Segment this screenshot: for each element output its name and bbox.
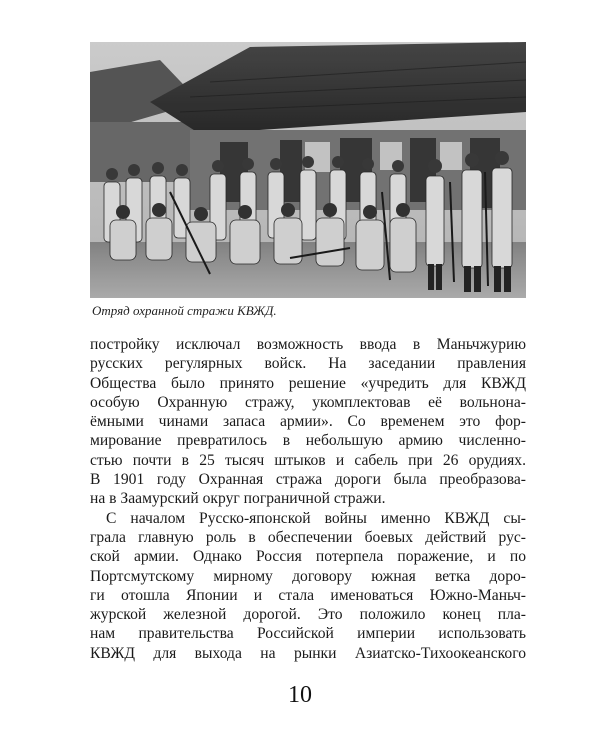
page-number: 10 <box>288 682 312 708</box>
text-line: ской армии. Однако Россия потерпела поражение, и по <box>90 548 526 566</box>
text-line: на в Заамурский округ пограничной стражи. <box>90 490 386 508</box>
text-line: ги отошла Японии и стала именоваться Южно-Маньч- <box>90 586 526 604</box>
text-line: нам правительства Российской империи использовать <box>90 625 526 643</box>
paragraph-1 <box>90 335 526 509</box>
text-line: особую Охранную стражу, укомплектовав её вольнона- <box>90 393 526 411</box>
text-line: русских регулярных войск. На заседании правления <box>90 355 526 373</box>
text-line: ёмными чинами запаса армии». Со временем это фор- <box>90 413 526 431</box>
text-line: мирование превратилось в небольшую армию численно- <box>90 432 526 450</box>
text-line: В 1901 году Охранная стража дороги была преобразова- <box>90 471 526 489</box>
text-line: КВЖД для выхода на рынки Азиатско-Тихоокеанского <box>90 644 526 662</box>
text-line: стью почти в 25 тысяч штыков и сабель при 26 орудиях. <box>90 451 526 469</box>
text-line: Общества было принято решение «учредить для КВЖД <box>90 374 526 392</box>
paragraph-2 <box>90 509 526 663</box>
text-line: постройку исключал возможность ввода в Маньчжурию <box>90 336 526 353</box>
text-line: С началом Русско-японской войны именно КВЖД сы- <box>106 509 526 527</box>
photo-illustration <box>90 42 526 298</box>
historical-photo <box>90 42 526 298</box>
text-line: журской железной дорогой. Это положило конец пла- <box>90 606 526 624</box>
text-line: Портсмутскому мирному договору южная ветка доро- <box>90 567 526 585</box>
body-text <box>90 335 526 663</box>
text-line: грала главную роль в обеспечении боевых действий рус- <box>90 528 526 546</box>
photo-caption: Отряд охранной стражи КВЖД. <box>92 303 277 318</box>
